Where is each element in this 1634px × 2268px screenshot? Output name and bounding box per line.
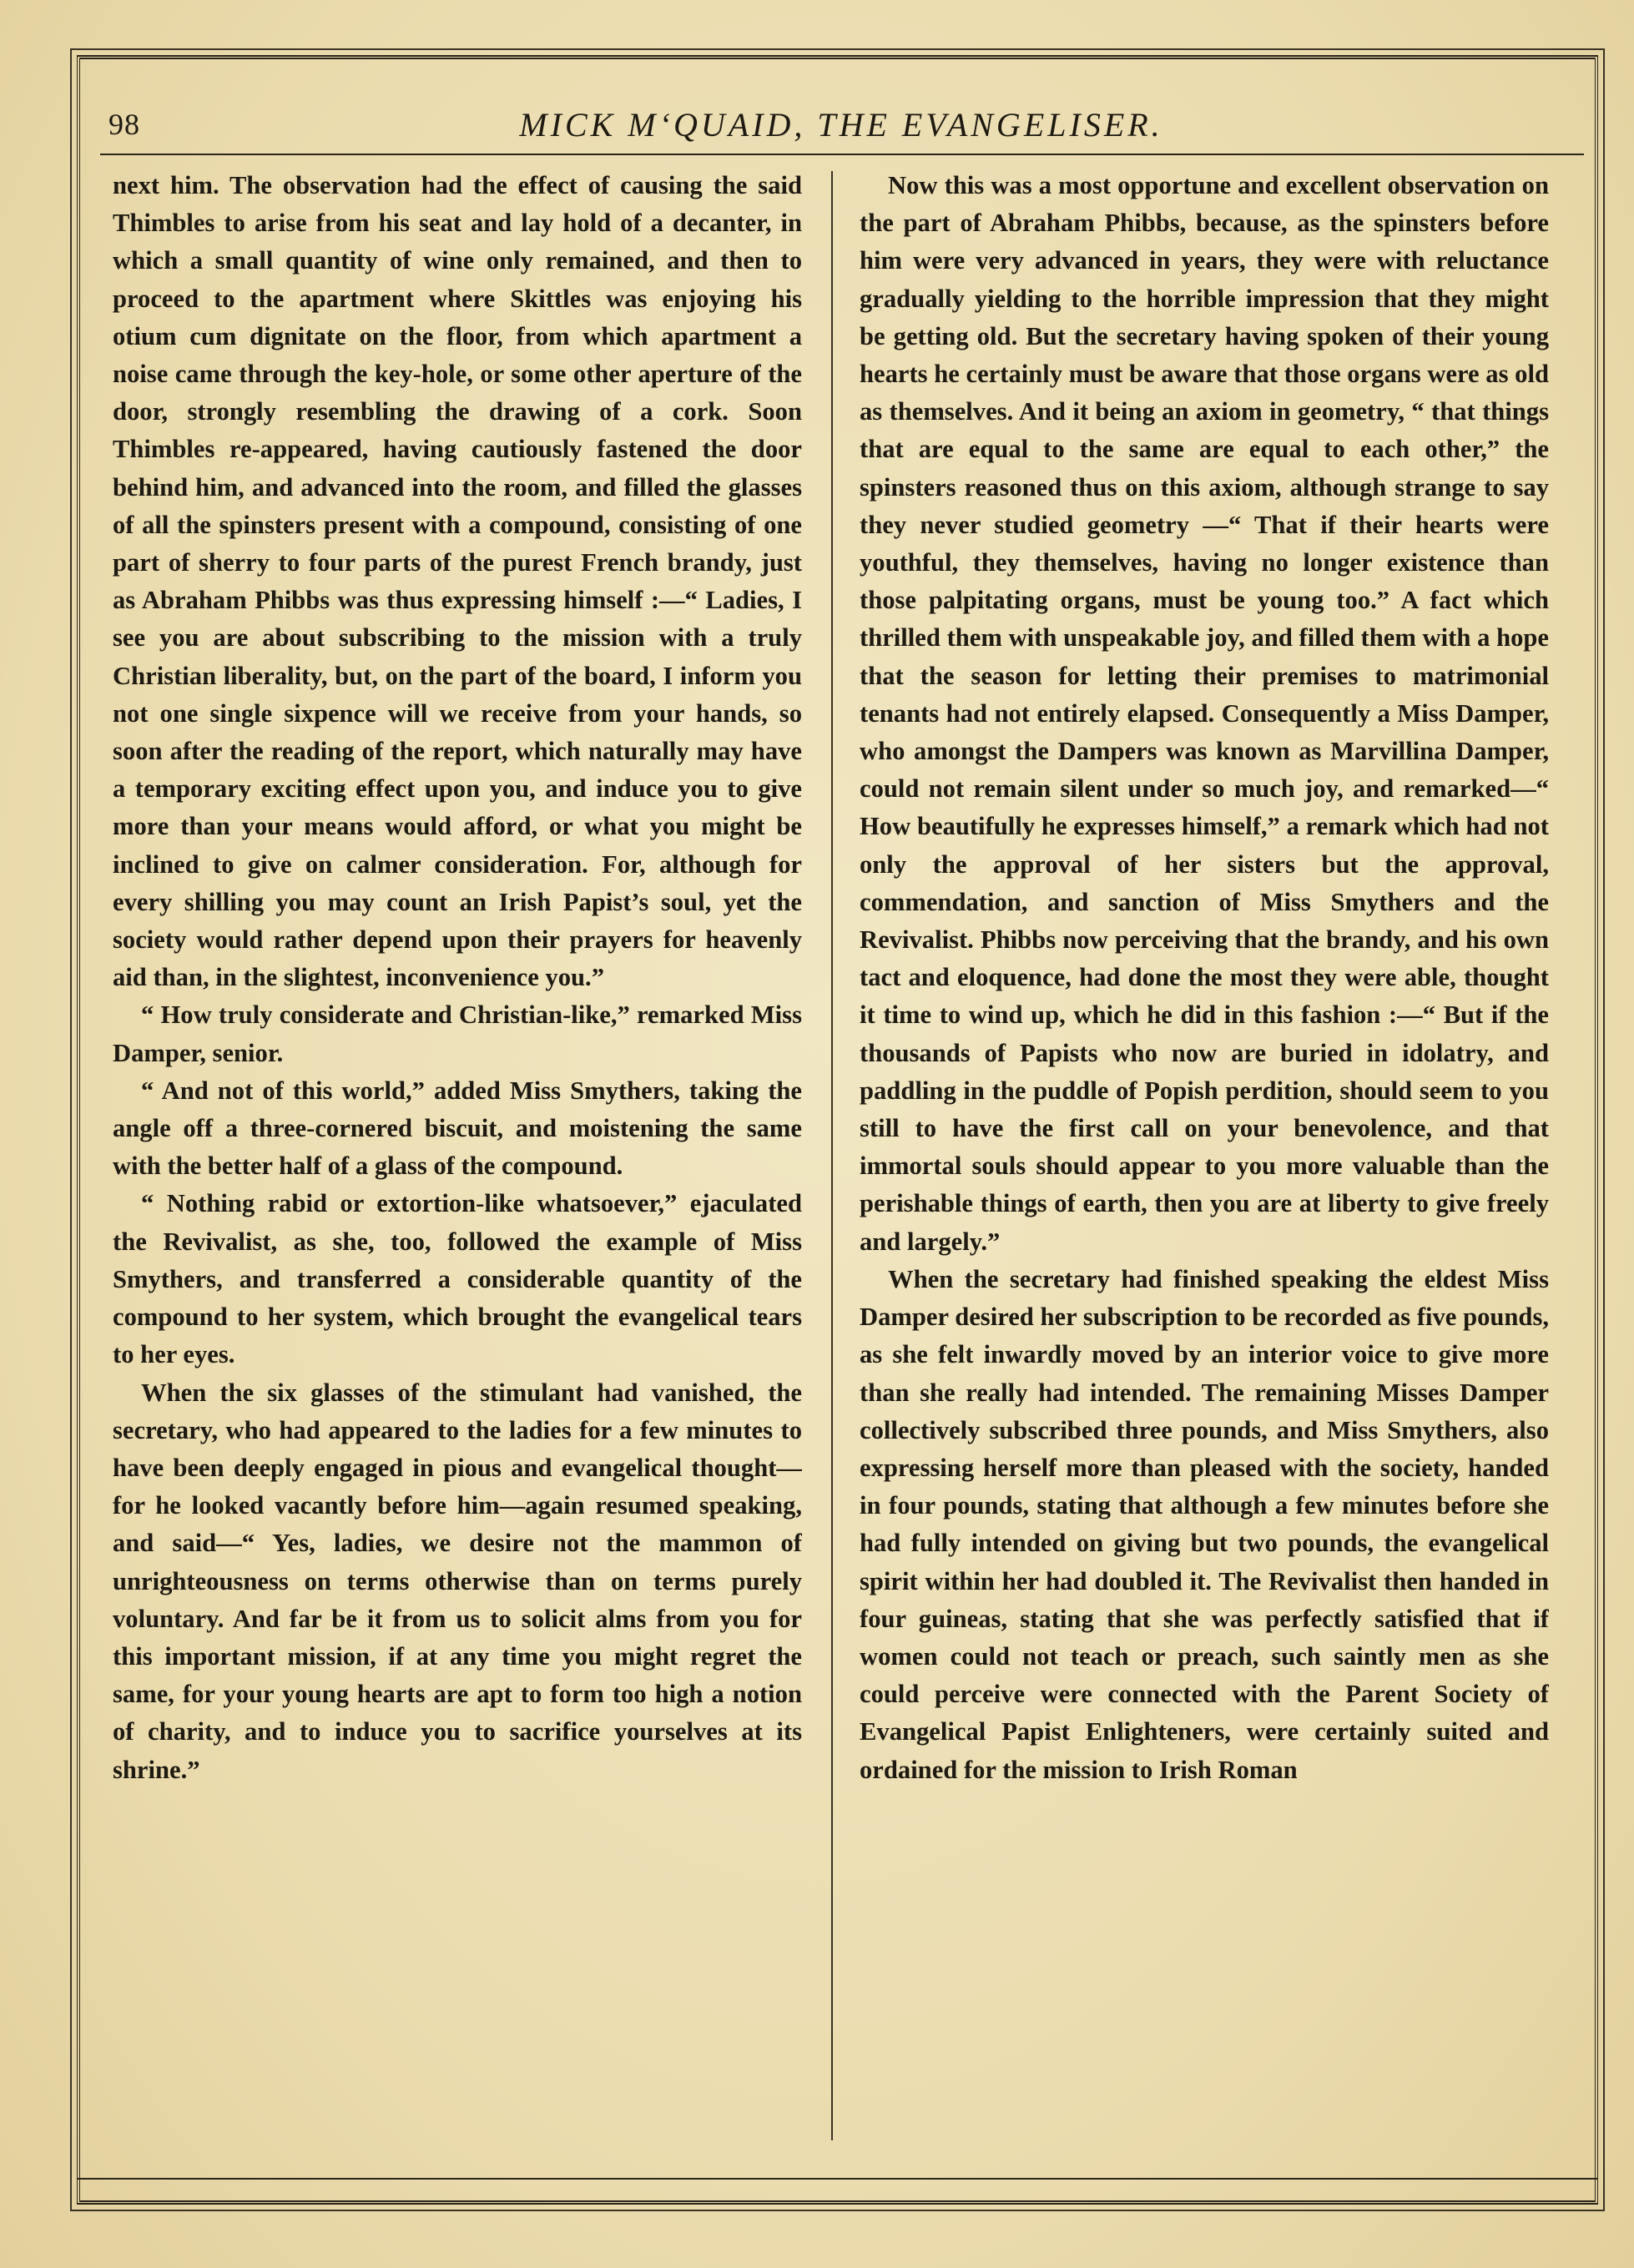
paragraph: next him. The observation had the effect of causing the said Thimbles to arise from his seat and lay hold of a decanter, in which a small quantity of wine only remained, and then to proceed to the apartment where Skittles was enjoying his otium cum dignitate on the floor, from which apartment a noise came through the key-hole, or some other aperture of the door, strongly resembling the drawing of a cork. Soon Thimbles re-appeared, having cautiously fastened the door behind him, and advanced into the room, and filled the glasses of all the spinsters present with a compound, consisting of one part of sherry to four parts of the purest French brandy, just as Abraham Phibbs was thus expressing himself :—“ Ladies, I see you are about subscribing to the mission with a truly Christian liberality, but, on the part of the board, I inform you not one single sixpence will we receive from your hands, so soon after the reading of the report, which naturally may have a temporary exciting effect upon you, and induce you to give more than your means would afford, or what you might be inclined to give on calmer consideration. For, although for every shilling you may count an Irish Papist’s soul, yet the society would rather depend upon their prayers for heavenly aid than, in the slightest, inconvenience you.” <box>113 171 802 992</box>
paragraph: Now this was a most opportune and excellent observation on the part of Abraham Phibbs, because, as the spinsters before him were very advanced in years, they were with reluctance gradually yielding to the horrible impression that they might be getting old. But the secretary having spoken of their young hearts he certainly must be aware that those organs were as old as themselves. And it being an axiom in geometry, “ that things that are equal to the same are equal to each other,” the spinsters reasoned thus on this axiom, although strange to say they never studied geometry —“ That if their hearts were youthful, they themselves, having no longer existence than those palpitating organs, must be young too.” A fact which thrilled them with unspeakable joy, and filled them with a hope that the season for letting their premises to matrimonial tenants had not entirely elapsed. Consequently a Miss Damper, who amongst the Dampers was known as Marvillina Damper, could not remain silent under so much joy, and remarked—“ How beautifully he expresses himself,” a remark which had not only the approval of her sisters but the approval, commendation, and sanction of Miss Smythers and the Revivalist. Phibbs now perceiving that the brandy, and his own tact and eloquence, had done the most they were able, thought it time to wind up, which he did in this fashion :—“ But if the thousands of Papists who now are buried in idolatry, and paddling in the puddle of Popish perdition, should seem to you still to have the first call on your benevolence, and that immortal souls should appear to you more valuable than the perishable things of earth, then you are at liberty to give freely and largely.” <box>860 171 1549 1256</box>
page-header <box>98 98 1584 149</box>
right-column <box>860 167 1549 2153</box>
paragraph: “ Nothing rabid or extortion-like whatsoever,” ejaculated the Revivalist, as she, too, followed the example of Miss Smythers, and transferred a considerable quantity of the compound to her system, which brought the evangelical tears to her eyes. <box>113 1189 802 1369</box>
header-rule <box>100 154 1584 155</box>
paragraph: When the six glasses of the stimulant had vanished, the secretary, who had appeared to the ladies for a few minutes to have been deeply engaged in pious and evangelical thought—for he looked vacantly before him—again resumed speaking, and said—“ Yes, ladies, we desire not the mammon of unrighteousness on terms otherwise than on terms purely voluntary. And far be it from us to solicit alms from you for this important mission, if at any time you might regret the same, for your young hearts are apt to form too high a notion of charity, and to induce you to sacrifice yourselves at its shrine.” <box>113 1378 802 1784</box>
bottom-rule <box>77 2178 1598 2180</box>
paragraph: “ How truly considerate and Christian-like,” remarked Miss Damper, senior. <box>113 1000 802 1067</box>
running-title: MICK M‘QUAID, THE EVANGELISER. <box>519 106 1163 144</box>
paragraph: When the secretary had finished speaking the eldest Miss Damper desired her subscription to be recorded as five pounds, as she felt inwardly moved by an interior voice to give more than she really had intended. The remaining Misses Damper collectively subscribed three pounds, and Miss Smythers, also expressing herself more than pleased with the society, handed in four pounds, stating that although a few minutes before she had fully intended on giving but two pounds, the evangelical spirit within her had doubled it. The Revivalist then handed in four guineas, stating that she was perfectly satisfied that if women could not teach or preach, such saintly men as she could perceive were connected with the Parent Society of Evangelical Papist Enlighteners, were certainly suited and ordained for the mission to Irish Roman <box>860 1264 1549 1784</box>
paragraph: “ And not of this world,” added Miss Smythers, taking the angle off a three-cornered biscuit, and moistening the same with the better half of a glass of the compound. <box>113 1076 802 1181</box>
left-column <box>113 167 802 2153</box>
page-number: 98 <box>108 108 140 141</box>
column-divider <box>831 171 833 2140</box>
